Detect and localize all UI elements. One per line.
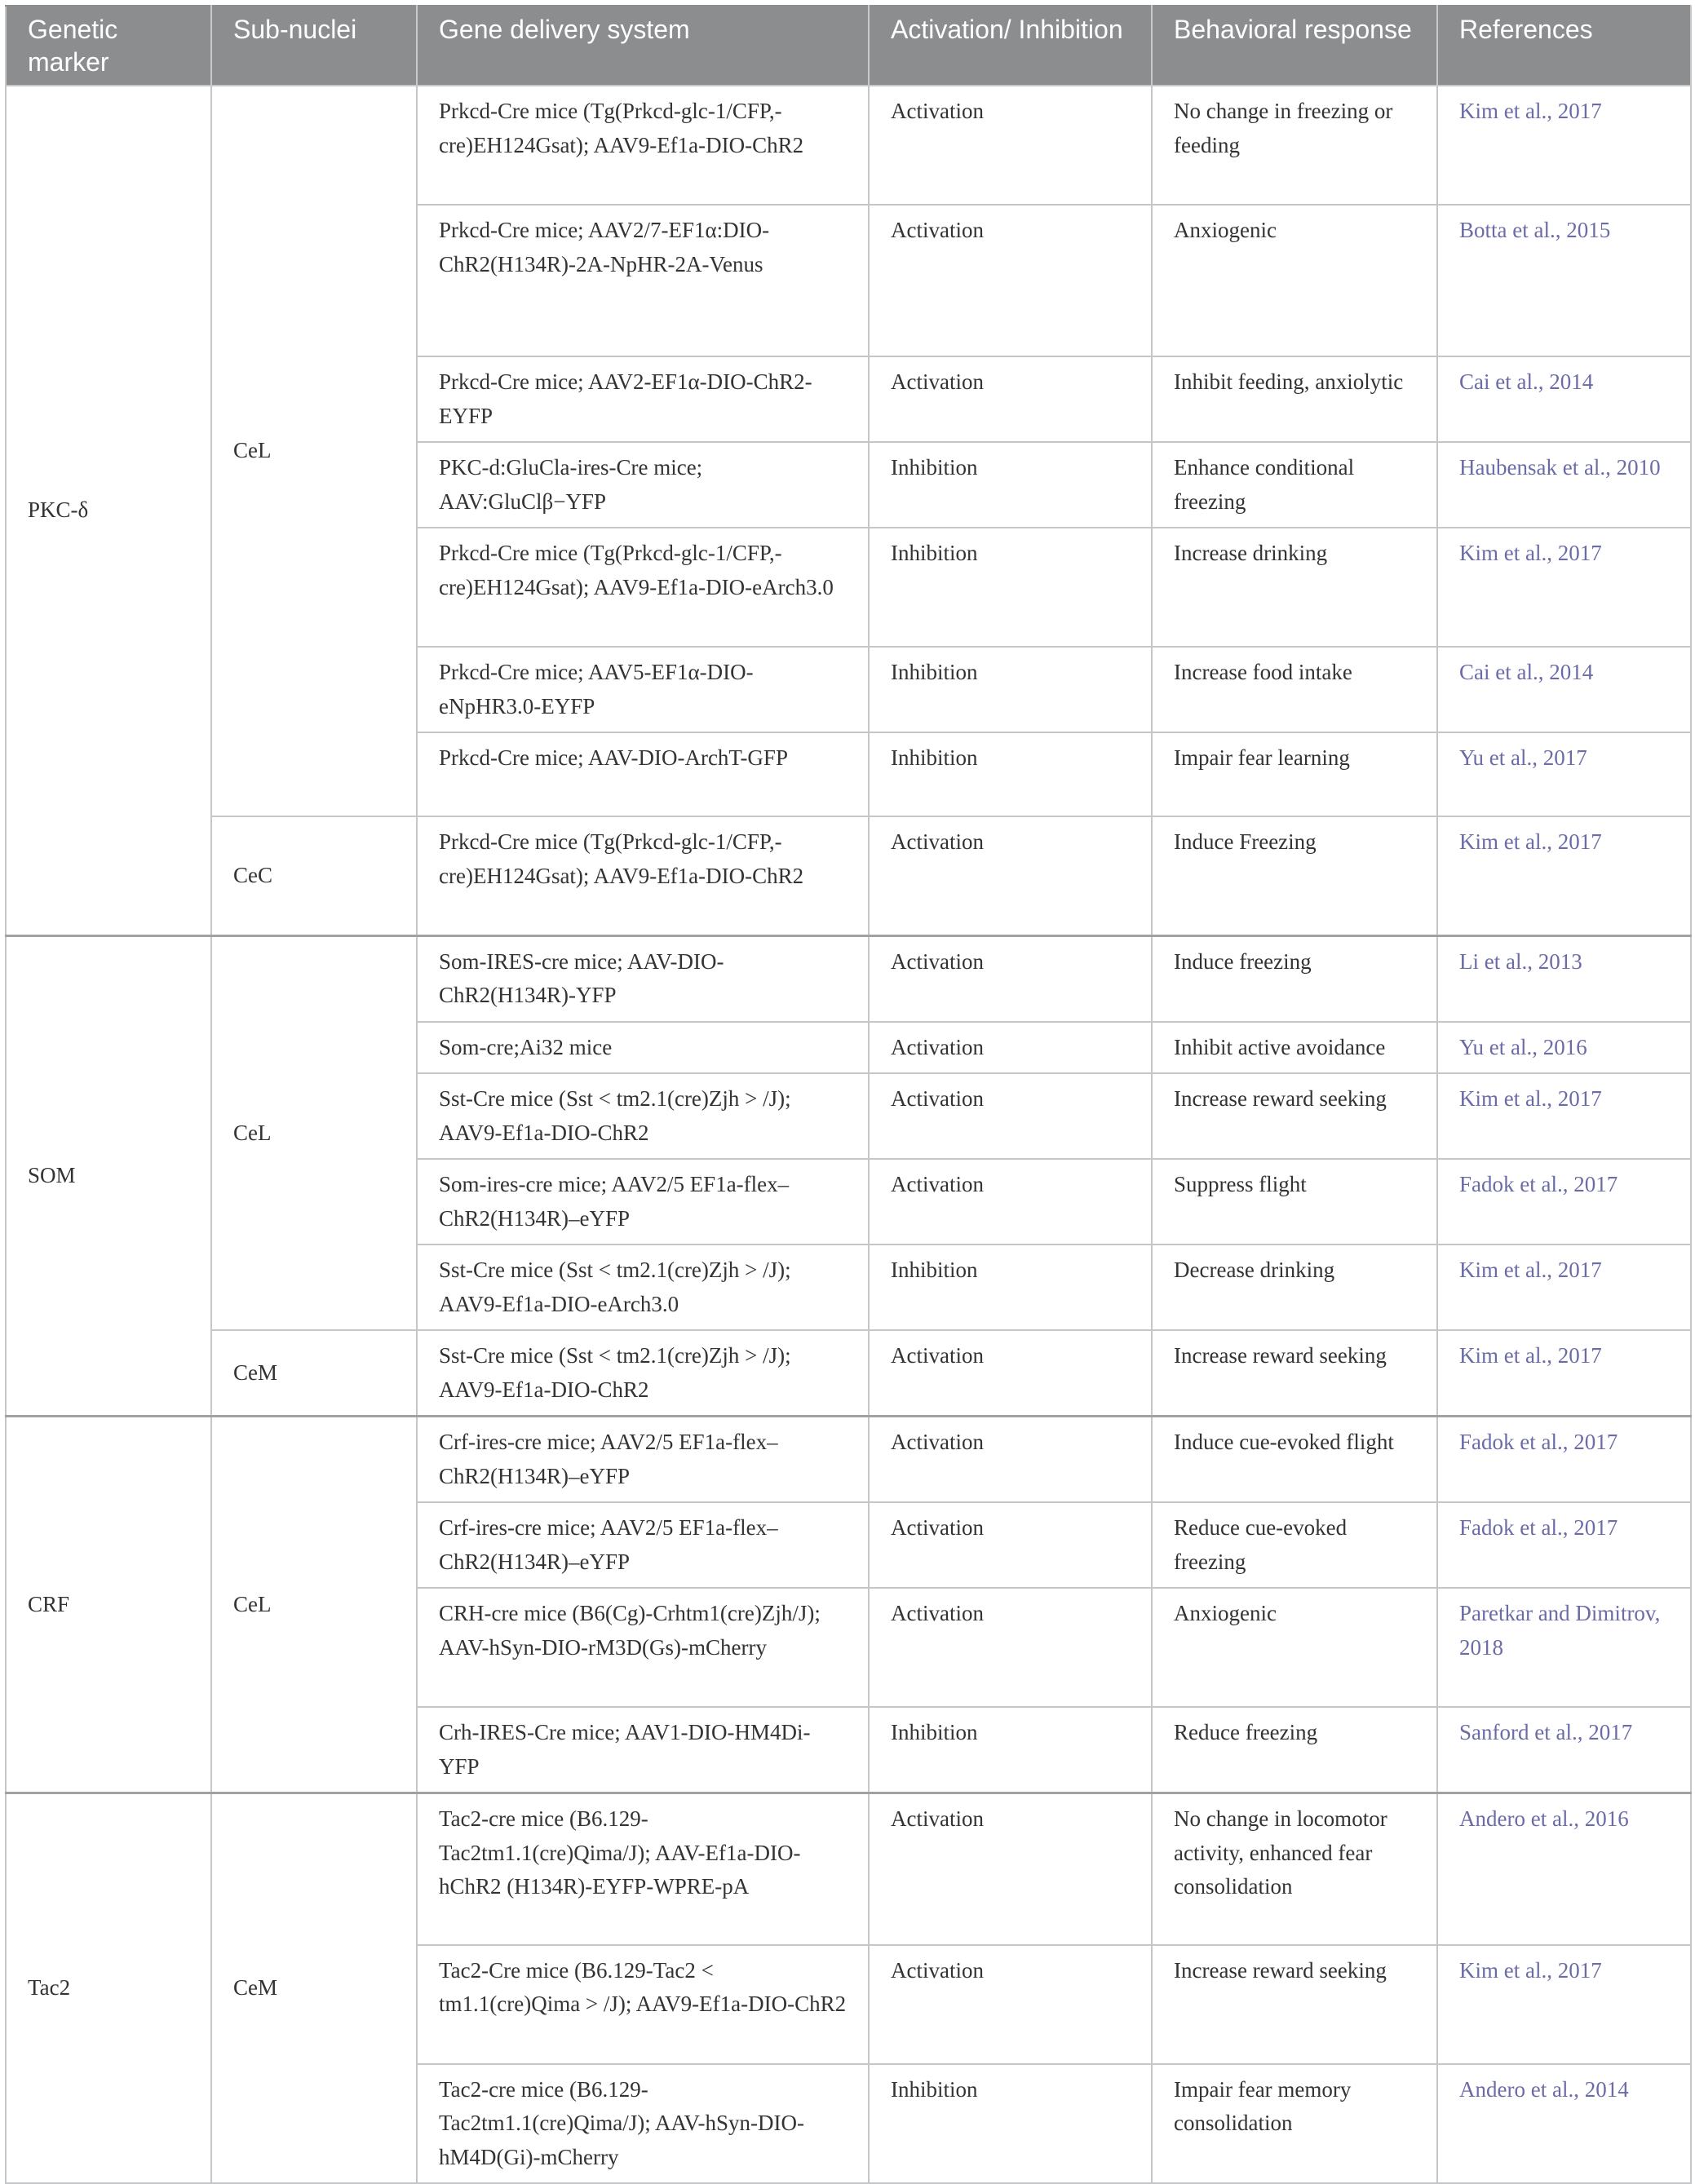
activation-inhibition-cell: Activation bbox=[869, 1945, 1152, 2064]
gene-delivery-cell: Sst-Cre mice (Sst < tm2.1(cre)Zjh > /J); AAV9-Ef1a-DIO-ChR2 bbox=[417, 1330, 869, 1417]
genetic-marker-cell: PKC-δ bbox=[6, 86, 211, 935]
reference-link[interactable]: Fadok et al., 2017 bbox=[1437, 1159, 1691, 1245]
table-row bbox=[6, 1793, 1691, 1945]
reference-link[interactable]: Haubensak et al., 2010 bbox=[1437, 442, 1691, 528]
reference-link[interactable]: Cai et al., 2014 bbox=[1437, 647, 1691, 732]
behavioral-response-cell: No change in freezing or feeding bbox=[1152, 86, 1437, 205]
sub-nuclei-cell: CeL bbox=[211, 86, 417, 816]
reference-link[interactable]: Kim et al., 2017 bbox=[1437, 1945, 1691, 2064]
activation-inhibition-cell: Activation bbox=[869, 1417, 1152, 1503]
reference-link[interactable]: Kim et al., 2017 bbox=[1437, 1245, 1691, 1330]
reference-link[interactable]: Kim et al., 2017 bbox=[1437, 1330, 1691, 1417]
behavioral-response-cell: Increase reward seeking bbox=[1152, 1073, 1437, 1159]
table-body bbox=[6, 86, 1691, 2183]
header-genetic-marker: Genetic marker bbox=[6, 6, 211, 86]
reference-link[interactable]: Andero et al., 2016 bbox=[1437, 1793, 1691, 1945]
reference-link[interactable]: Kim et al., 2017 bbox=[1437, 86, 1691, 205]
activation-inhibition-cell: Activation bbox=[869, 1330, 1152, 1417]
header-references: References bbox=[1437, 6, 1691, 86]
behavioral-response-cell: Increase reward seeking bbox=[1152, 1945, 1437, 2064]
behavioral-response-cell: Increase drinking bbox=[1152, 528, 1437, 647]
gene-delivery-cell: Sst-Cre mice (Sst < tm2.1(cre)Zjh > /J); AAV9-Ef1a-DIO-eArch3.0 bbox=[417, 1245, 869, 1330]
behavioral-response-cell: Suppress flight bbox=[1152, 1159, 1437, 1245]
behavioral-response-cell: Impair fear memory consolidation bbox=[1152, 2064, 1437, 2184]
activation-inhibition-cell: Activation bbox=[869, 1502, 1152, 1588]
gene-delivery-cell: Tac2-cre mice (B6.129-Tac2tm1.1(cre)Qima/J); AAV-Ef1a-DIO-hChR2 (H134R)-EYFP-WPRE-pA bbox=[417, 1793, 869, 1945]
gene-delivery-cell: Crf-ires-cre mice; AAV2/5 EF1a-flex–ChR2(H134R)–eYFP bbox=[417, 1417, 869, 1503]
gene-delivery-cell: PKC-d:GluCla-ires-Cre mice; AAV:GluClβ−YFP bbox=[417, 442, 869, 528]
gene-delivery-cell: Sst-Cre mice (Sst < tm2.1(cre)Zjh > /J); AAV9-Ef1a-DIO-ChR2 bbox=[417, 1073, 869, 1159]
gene-delivery-cell: Prkcd-Cre mice; AAV2/7-EF1α:DIO-ChR2(H134R)-2A-NpHR-2A-Venus bbox=[417, 205, 869, 356]
behavioral-response-cell: Induce cue-evoked flight bbox=[1152, 1417, 1437, 1503]
header-row bbox=[6, 6, 1691, 86]
reference-link[interactable]: Yu et al., 2017 bbox=[1437, 732, 1691, 816]
header-gene-delivery: Gene delivery system bbox=[417, 6, 869, 86]
table-row bbox=[6, 86, 1691, 205]
reference-link[interactable]: Andero et al., 2014 bbox=[1437, 2064, 1691, 2184]
activation-inhibition-cell: Activation bbox=[869, 1159, 1152, 1245]
gene-delivery-cell: Crf-ires-cre mice; AAV2/5 EF1a-flex–ChR2(H134R)–eYFP bbox=[417, 1502, 869, 1588]
activation-inhibition-cell: Inhibition bbox=[869, 647, 1152, 732]
activation-inhibition-cell: Activation bbox=[869, 1022, 1152, 1074]
activation-inhibition-cell: Activation bbox=[869, 205, 1152, 356]
activation-inhibition-cell: Inhibition bbox=[869, 732, 1152, 816]
reference-link[interactable]: Fadok et al., 2017 bbox=[1437, 1417, 1691, 1503]
activation-inhibition-cell: Inhibition bbox=[869, 1707, 1152, 1793]
gene-delivery-cell: Prkcd-Cre mice; AAV-DIO-ArchT-GFP bbox=[417, 732, 869, 816]
reference-link[interactable]: Yu et al., 2016 bbox=[1437, 1022, 1691, 1074]
activation-inhibition-cell: Activation bbox=[869, 1793, 1152, 1945]
table-header bbox=[6, 6, 1691, 86]
sub-nuclei-cell: CeM bbox=[211, 1330, 417, 1417]
activation-inhibition-cell: Inhibition bbox=[869, 2064, 1152, 2184]
behavioral-response-cell: Reduce freezing bbox=[1152, 1707, 1437, 1793]
sub-nuclei-cell: CeM bbox=[211, 1793, 417, 2184]
activation-inhibition-cell: Inhibition bbox=[869, 528, 1152, 647]
table-row bbox=[6, 816, 1691, 935]
gene-delivery-cell: Prkcd-Cre mice; AAV2-EF1α-DIO-ChR2-EYFP bbox=[417, 356, 869, 442]
behavioral-response-cell: Impair fear learning bbox=[1152, 732, 1437, 816]
reference-link[interactable]: Paretkar and Dimitrov, 2018 bbox=[1437, 1588, 1691, 1707]
sub-nuclei-cell: CeC bbox=[211, 816, 417, 935]
reference-link[interactable]: Botta et al., 2015 bbox=[1437, 205, 1691, 356]
behavioral-response-cell: No change in locomotor activity, enhanced fear consolidation bbox=[1152, 1793, 1437, 1945]
behavioral-response-cell: Induce Freezing bbox=[1152, 816, 1437, 935]
activation-inhibition-cell: Activation bbox=[869, 816, 1152, 935]
behavioral-response-cell: Increase food intake bbox=[1152, 647, 1437, 732]
sub-nuclei-cell: CeL bbox=[211, 935, 417, 1330]
data-table bbox=[5, 5, 1692, 2184]
reference-link[interactable]: Kim et al., 2017 bbox=[1437, 816, 1691, 935]
behavioral-response-cell: Inhibit feeding, anxiolytic bbox=[1152, 356, 1437, 442]
gene-delivery-cell: Tac2-Cre mice (B6.129-Tac2 < tm1.1(cre)Qima > /J); AAV9-Ef1a-DIO-ChR2 bbox=[417, 1945, 869, 2064]
gene-delivery-cell: Prkcd-Cre mice (Tg(Prkcd-glc-1/CFP,-cre)EH124Gsat); AAV9-Ef1a-DIO-ChR2 bbox=[417, 816, 869, 935]
sub-nuclei-cell: CeL bbox=[211, 1417, 417, 1793]
reference-link[interactable]: Sanford et al., 2017 bbox=[1437, 1707, 1691, 1793]
header-sub-nuclei: Sub-nuclei bbox=[211, 6, 417, 86]
reference-link[interactable]: Cai et al., 2014 bbox=[1437, 356, 1691, 442]
gene-delivery-cell: Prkcd-Cre mice (Tg(Prkcd-glc-1/CFP,-cre)EH124Gsat); AAV9-Ef1a-DIO-ChR2 bbox=[417, 86, 869, 205]
genetic-marker-cell: Tac2 bbox=[6, 1793, 211, 2184]
activation-inhibition-cell: Inhibition bbox=[869, 442, 1152, 528]
gene-delivery-cell: Som-IRES-cre mice; AAV-DIO-ChR2(H134R)-YFP bbox=[417, 935, 869, 1022]
behavioral-response-cell: Enhance conditional freezing bbox=[1152, 442, 1437, 528]
activation-inhibition-cell: Activation bbox=[869, 935, 1152, 1022]
header-behavioral-response: Behavioral response bbox=[1152, 6, 1437, 86]
gene-delivery-cell: Prkcd-Cre mice (Tg(Prkcd-glc-1/CFP,-cre)EH124Gsat); AAV9-Ef1a-DIO-eArch3.0 bbox=[417, 528, 869, 647]
reference-link[interactable]: Fadok et al., 2017 bbox=[1437, 1502, 1691, 1588]
behavioral-response-cell: Induce freezing bbox=[1152, 935, 1437, 1022]
behavioral-response-cell: Reduce cue-evoked freezing bbox=[1152, 1502, 1437, 1588]
gene-delivery-cell: Crh-IRES-Cre mice; AAV1-DIO-HM4Di-YFP bbox=[417, 1707, 869, 1793]
reference-link[interactable]: Kim et al., 2017 bbox=[1437, 528, 1691, 647]
reference-link[interactable]: Kim et al., 2017 bbox=[1437, 1073, 1691, 1159]
gene-delivery-cell: CRH-cre mice (B6(Cg)-Crhtm1(cre)Zjh/J); AAV-hSyn-DIO-rM3D(Gs)-mCherry bbox=[417, 1588, 869, 1707]
table-row bbox=[6, 1330, 1691, 1417]
gene-delivery-cell: Som-ires-cre mice; AAV2/5 EF1a-flex–ChR2(H134R)–eYFP bbox=[417, 1159, 869, 1245]
behavioral-response-cell: Anxiogenic bbox=[1152, 1588, 1437, 1707]
behavioral-response-cell: Inhibit active avoidance bbox=[1152, 1022, 1437, 1074]
genetic-marker-cell: SOM bbox=[6, 935, 211, 1417]
activation-inhibition-cell: Inhibition bbox=[869, 1245, 1152, 1330]
behavioral-response-cell: Decrease drinking bbox=[1152, 1245, 1437, 1330]
activation-inhibition-cell: Activation bbox=[869, 86, 1152, 205]
activation-inhibition-cell: Activation bbox=[869, 1588, 1152, 1707]
behavioral-response-cell: Increase reward seeking bbox=[1152, 1330, 1437, 1417]
header-activation-inhibition: Activation/ Inhibition bbox=[869, 6, 1152, 86]
reference-link[interactable]: Li et al., 2013 bbox=[1437, 935, 1691, 1022]
table-row bbox=[6, 1417, 1691, 1503]
gene-delivery-cell: Tac2-cre mice (B6.129-Tac2tm1.1(cre)Qima/J); AAV-hSyn-DIO-hM4D(Gi)-mCherry bbox=[417, 2064, 869, 2184]
genetic-marker-cell: CRF bbox=[6, 1417, 211, 1793]
table-row bbox=[6, 935, 1691, 1022]
gene-delivery-cell: Prkcd-Cre mice; AAV5-EF1α-DIO-eNpHR3.0-EYFP bbox=[417, 647, 869, 732]
behavioral-response-cell: Anxiogenic bbox=[1152, 205, 1437, 356]
activation-inhibition-cell: Activation bbox=[869, 356, 1152, 442]
activation-inhibition-cell: Activation bbox=[869, 1073, 1152, 1159]
gene-delivery-cell: Som-cre;Ai32 mice bbox=[417, 1022, 869, 1074]
